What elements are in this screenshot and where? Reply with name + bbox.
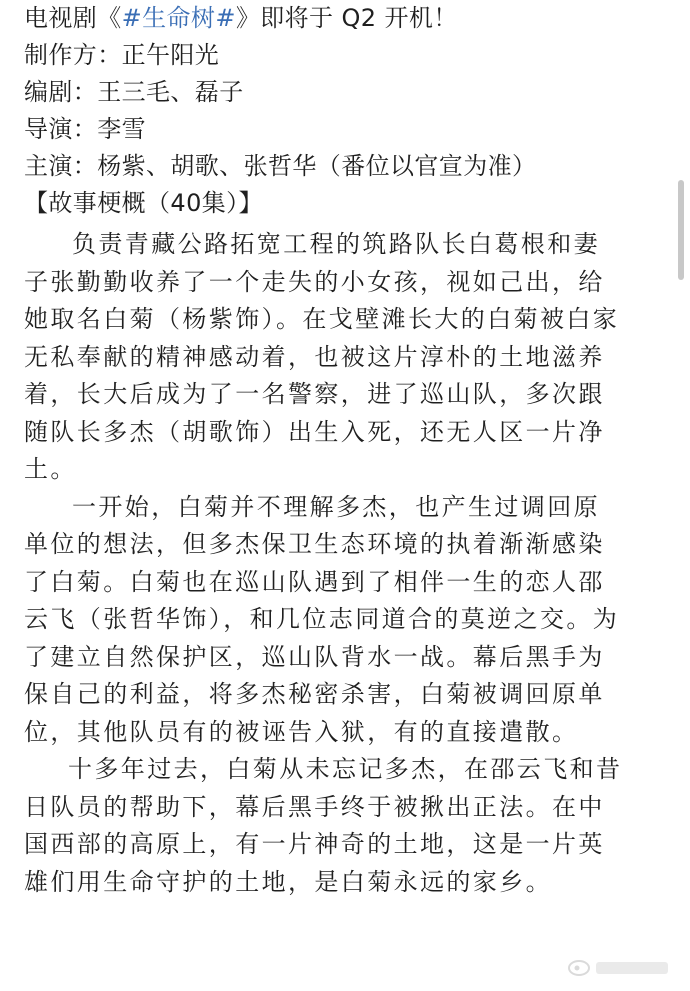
paragraph-line: 单位的想法，但多杰保卫生态环境的执着渐渐感染 bbox=[24, 530, 605, 558]
paragraph-line: 云飞（张哲华饰），和几位志同道合的莫逆之交。为 bbox=[24, 605, 620, 633]
director-line: 导演：李雪 bbox=[24, 115, 146, 143]
synopsis-paragraph-3 bbox=[24, 751, 664, 901]
paragraph-line: 位，其他队员有的被诬告入狱，有的直接遣散。 bbox=[24, 717, 579, 746]
watermark-logo-icon bbox=[566, 953, 676, 979]
cast-line: 主演：杨紫、胡歌、张哲华（番位以官宣为准） bbox=[24, 152, 537, 180]
paragraph-line: 着，长大后成为了一名警察，进了巡山队，多次跟 bbox=[24, 380, 605, 408]
synopsis-paragraph-1 bbox=[24, 226, 664, 489]
post-content bbox=[24, 0, 664, 991]
hashtag-link[interactable]: #生命树# bbox=[121, 4, 236, 32]
paragraph-line: 无私奉献的精神感动着，也被这片淳朴的土地滋养 bbox=[24, 342, 605, 371]
paragraph-line: 了白菊。白菊也在巡山队遇到了相伴一生的恋人邵 bbox=[24, 567, 605, 596]
writer-line: 编剧：王三毛、磊子 bbox=[24, 78, 244, 106]
paragraph-line: 了建立自然保护区，巡山队背水一战。幕后黑手为 bbox=[24, 642, 605, 671]
scrollbar-thumb[interactable] bbox=[678, 180, 684, 280]
paragraph-line: 子张勤勤收养了一个走失的小女孩，视如己出，给 bbox=[24, 267, 605, 296]
paragraph-line: 十多年过去，白菊从未忘记多杰，在邵云飞和昔 bbox=[68, 755, 623, 783]
paragraph-line: 随队长多杰（胡歌饰）出生入死，还无人区一片净 bbox=[24, 417, 605, 446]
paragraph-line: 国西部的高原上，有一片神奇的土地，这是一片英 bbox=[24, 830, 605, 858]
synopsis-heading: 【故事梗概（40集）】 bbox=[24, 189, 263, 217]
paragraph-line: 日队员的帮助下，幕后黑手终于被揪出正法。在中 bbox=[24, 792, 605, 821]
paragraph-line: 一开始，白菊并不理解多杰，也产生过调回原 bbox=[72, 492, 600, 521]
title-line bbox=[24, 0, 664, 37]
paragraph-line: 她取名白菊（杨紫饰）。在戈壁滩长大的白菊被白家 bbox=[24, 305, 620, 333]
title-prefix: 电视剧《 bbox=[24, 4, 122, 32]
synopsis-paragraph-2 bbox=[24, 489, 664, 752]
paragraph-line: 雄们用生命守护的土地，是白菊永远的家乡。 bbox=[24, 867, 552, 896]
paragraph-line: 保自己的利益，将多杰秘密杀害，白菊被调回原单 bbox=[24, 680, 605, 708]
producer-line: 制作方：正午阳光 bbox=[24, 41, 220, 69]
paragraph-line: 土。 bbox=[24, 455, 77, 483]
title-suffix: 》即将于 Q2 开机！ bbox=[235, 4, 458, 32]
paragraph-line: 负责青藏公路拓宽工程的筑路队长白葛根和妻 bbox=[72, 230, 600, 258]
